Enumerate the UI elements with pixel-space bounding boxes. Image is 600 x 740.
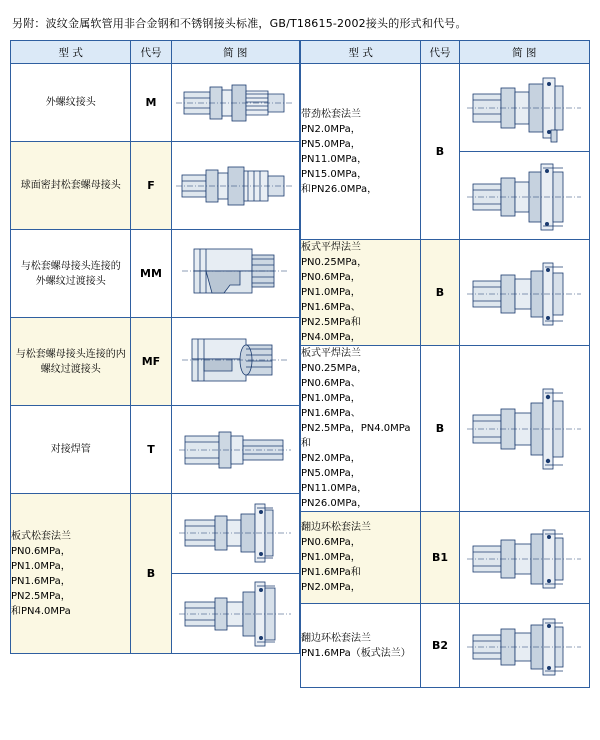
male-thread-transition-fitting-figure xyxy=(172,241,299,307)
header-figure: 简 图 xyxy=(171,41,299,64)
table-row xyxy=(11,494,300,574)
right-spec-table xyxy=(300,40,590,688)
ribbed-loose-flange-figure-top xyxy=(460,70,589,146)
header-code: 代号 xyxy=(421,41,459,64)
row-figure-cell xyxy=(459,604,589,688)
page-title: 另附：波纹金属软管用非合金钢和不锈钢接头标准，GB/T18615-2002接头的形式和代号。 xyxy=(12,17,467,30)
header-figure: 简 图 xyxy=(459,41,589,64)
row-figure-cell xyxy=(171,318,299,406)
ribbed-loose-flange-figure-bottom xyxy=(460,158,589,234)
row-figure-cell xyxy=(171,574,299,654)
row-figure-cell xyxy=(171,142,299,230)
header-type: 型 式 xyxy=(301,41,421,64)
left-spec-table xyxy=(10,40,300,654)
table-row xyxy=(11,230,300,318)
plate-loose-flange-figure-top xyxy=(172,498,299,570)
header-code: 代号 xyxy=(131,41,171,64)
row-code-cell: T xyxy=(131,406,171,494)
row-figure-cell xyxy=(459,512,589,604)
row-code-cell: B1 xyxy=(421,512,459,604)
row-type-cell: 与松套螺母接头连接的 外螺纹过渡接头 xyxy=(11,230,131,318)
plate-flat-weld-flange-figure-1 xyxy=(460,255,589,331)
plate-loose-flange-figure-bottom xyxy=(172,578,299,650)
row-figure-cell xyxy=(459,240,589,346)
table-row xyxy=(11,406,300,494)
row-code-cell: MM xyxy=(131,230,171,318)
row-type-cell: 翻边环松套法兰 PN1.6MPa（板式法兰） xyxy=(301,604,421,688)
table-row xyxy=(301,64,590,152)
lap-joint-loose-flange-plate-figure xyxy=(460,611,589,681)
spherical-seal-union-nut-fitting-figure xyxy=(172,155,299,217)
left-table-header-row xyxy=(11,41,300,64)
row-figure-cell xyxy=(459,64,589,152)
row-code-cell: F xyxy=(131,142,171,230)
row-type-cell: 球面密封松套螺母接头 xyxy=(11,142,131,230)
row-figure-cell xyxy=(171,64,299,142)
row-code-cell: MF xyxy=(131,318,171,406)
table-row xyxy=(301,346,590,512)
row-figure-cell xyxy=(459,152,589,240)
table-row xyxy=(301,512,590,604)
row-code-cell: B xyxy=(421,240,459,346)
right-table-header-row xyxy=(301,41,590,64)
table-row xyxy=(11,64,300,142)
row-code-cell: B xyxy=(131,494,171,654)
row-type-cell: 板式松套法兰 PN0.6MPa，PN1.0MPa， PN1.6MPa，PN2.5MPa， 和PN4.0MPa xyxy=(11,494,131,654)
row-figure-cell xyxy=(171,494,299,574)
row-code-cell: B xyxy=(421,346,459,512)
row-code-cell: B2 xyxy=(421,604,459,688)
row-type-cell: 外螺纹接头 xyxy=(11,64,131,142)
male-thread-fitting-figure xyxy=(172,74,299,132)
table-row xyxy=(301,240,590,346)
table-row xyxy=(11,318,300,406)
row-figure-cell xyxy=(171,406,299,494)
row-code-cell: B xyxy=(421,64,459,240)
row-figure-cell xyxy=(459,346,589,512)
row-type-cell: 带劲松套法兰 PN2.0MPa，PN5.0MPa， PN11.0MPa，PN15.0MPa， 和PN26.0MPa， xyxy=(301,64,421,240)
table-row xyxy=(11,142,300,230)
row-type-cell: 板式平焊法兰 PN0.25MPa，PN0.6MPa、 PN1.0MPa，PN1.6MPa、 PN2.5MPa，PN4.0MPa 和 PN2.0MPa，PN5.0MPa， PN11.0MPa，PN26.0MPa， xyxy=(301,346,421,512)
lap-joint-loose-flange-figure xyxy=(460,520,589,596)
header-type: 型 式 xyxy=(11,41,131,64)
row-code-cell: M xyxy=(131,64,171,142)
female-thread-transition-fitting-figure xyxy=(172,329,299,395)
row-figure-cell xyxy=(171,230,299,318)
row-type-cell: 板式平焊法兰 PN0.25MPa，PN0.6MPa， PN1.0MPa，PN1.6MPa、 PN2.5MPa和PN4.0MPa， xyxy=(301,240,421,346)
row-type-cell: 翻边环松套法兰 PN0.6MPa，PN1.0MPa， PN1.6MPa和PN2.0MPa， xyxy=(301,512,421,604)
row-type-cell: 对接焊管 xyxy=(11,406,131,494)
plate-flat-weld-flange-figure-2 xyxy=(460,381,589,477)
row-type-cell: 与松套螺母接头连接的内 螺纹过渡接头 xyxy=(11,318,131,406)
tables-container xyxy=(10,40,590,688)
butt-weld-pipe-figure xyxy=(172,422,299,478)
table-row xyxy=(301,604,590,688)
